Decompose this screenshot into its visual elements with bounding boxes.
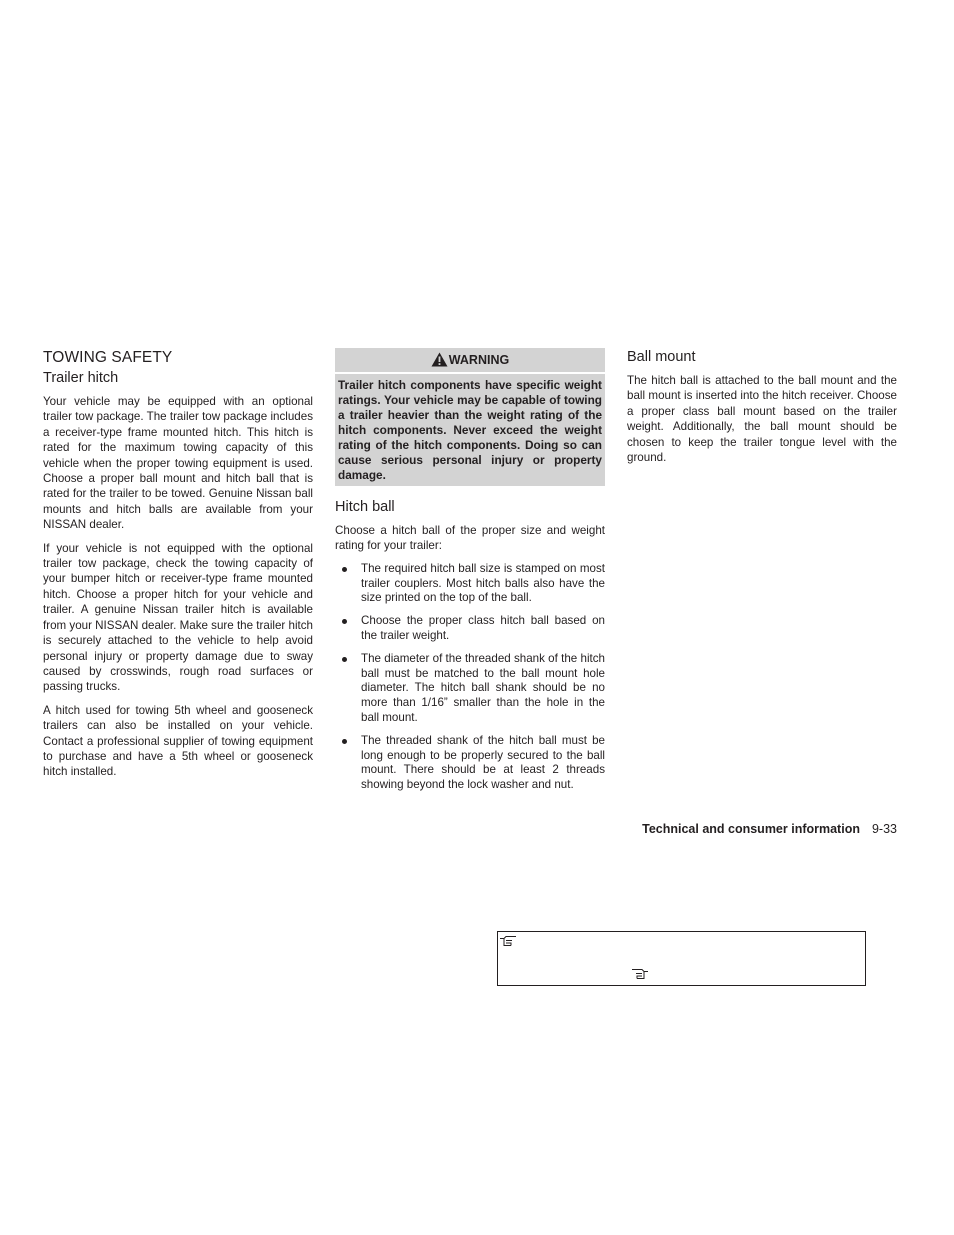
page-navigation bbox=[497, 931, 866, 986]
paragraph: If your vehicle is not equipped with the optional trailer tow package, check the towing capacity of your bumper hitch or receiver-type frame mounted hitch. Choose a proper hitch for your vehicle and trailer. A genuine Nissan trailer hitch is available from your NISSAN dealer. Make sure the trailer hitch is securely attached to the vehicle to help avoid personal injury or property damage due to sway caused by crosswinds, rough road surfaces or passing trucks. bbox=[43, 541, 313, 694]
list-item bbox=[335, 614, 605, 644]
hitch-ball-heading: Hitch ball bbox=[335, 499, 395, 515]
pointing-hand-right-icon[interactable] bbox=[499, 934, 517, 952]
warning-label: WARNING bbox=[448, 353, 510, 367]
list-item bbox=[335, 734, 605, 793]
list-item-text: The threaded shank of the hitch ball must be long enough to be properly secured to the ball mount. There should be at least 2 threads showing beyond the lock washer and nut. bbox=[361, 733, 605, 792]
paragraph: The hitch ball is attached to the ball mount and the ball mount is inserted into the hitch receiver. Choose a proper class ball mount based on the trailer weight. Additionally, the ball mount should be chosen to keep the trailer tongue level with the ground. bbox=[627, 374, 897, 465]
list-item-text: The required hitch ball size is stamped on most trailer couplers. Most hitch balls also have the size printed on the top of the ball. bbox=[361, 561, 605, 605]
pointing-hand-left-icon[interactable] bbox=[631, 967, 649, 985]
list-item bbox=[335, 562, 605, 606]
list-item bbox=[335, 652, 605, 726]
page-footer bbox=[642, 822, 897, 836]
list-item-text: Choose the proper class hitch ball based on the trailer weight. bbox=[361, 614, 605, 642]
warning-header bbox=[335, 348, 605, 374]
warning-triangle-icon bbox=[431, 352, 448, 367]
column-3 bbox=[627, 348, 897, 473]
trailer-hitch-heading: Trailer hitch bbox=[43, 370, 119, 386]
paragraph: Your vehicle may be equipped with an optional trailer tow package. The trailer tow package includes a receiver-type frame mounted hitch. This hitch is rated for the maximum towing capacity of this vehicle when the proper towing equipment is used. Choose a proper ball mount and hitch ball that is rated for the trailer to be towed. Genuine Nissan ball mounts and hitch balls are available from your NISSAN dealer. bbox=[43, 395, 313, 532]
column-2 bbox=[335, 348, 605, 801]
hitch-ball-list bbox=[335, 562, 605, 793]
column-1 bbox=[43, 348, 313, 788]
page-number: 9-33 bbox=[871, 822, 897, 836]
paragraph: A hitch used for towing 5th wheel and gooseneck trailers can also be installed on your vehicle. Contact a professional supplier of towing equipment to purchase and have a 5th wheel or gooseneck hitch installed. bbox=[43, 703, 313, 779]
warning-box bbox=[335, 348, 605, 486]
bullet-icon bbox=[342, 619, 347, 624]
chapter-title: Technical and consumer information bbox=[642, 822, 860, 836]
hitch-ball-intro: Choose a hitch ball of the proper size and weight rating for your trailer: bbox=[335, 524, 605, 553]
list-item-text: The diameter of the threaded shank of the hitch ball must be matched to the ball mount hole diameter. The hitch ball shank should be no more than 1/16” smaller than the hole in the ball mount. bbox=[361, 651, 605, 724]
bullet-icon bbox=[342, 739, 347, 744]
bullet-icon bbox=[342, 567, 347, 572]
bullet-icon bbox=[342, 657, 347, 662]
section-title: TOWING SAFETY bbox=[43, 349, 173, 366]
warning-text: Trailer hitch components have specific weight ratings. Your vehicle may be capable of towing a trailer heavier than the weight rating of the hitch components. Never exceed the weight rating of the hitch components. Doing so can cause serious personal injury or property damage. bbox=[338, 378, 602, 482]
ball-mount-heading: Ball mount bbox=[627, 349, 696, 365]
